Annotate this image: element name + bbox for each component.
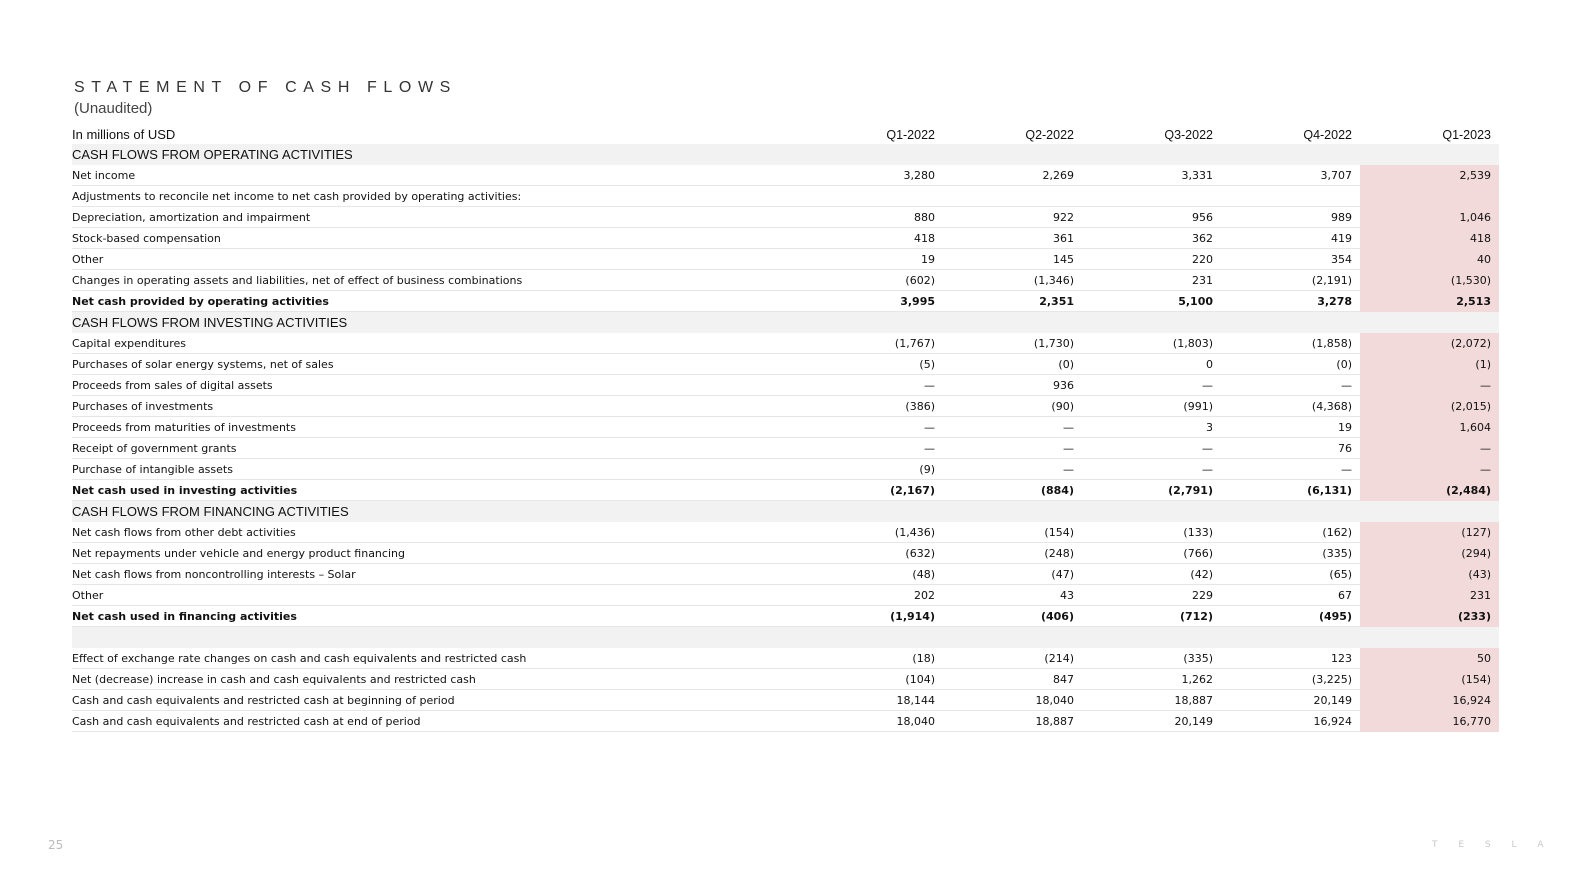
row-label: Capital expenditures [72,336,186,350]
table-row [72,354,1499,375]
table-cell: 847 [1053,672,1074,686]
row-label: Adjustments to reconcile net income to net cash provided by operating activities: [72,189,522,203]
table-row [72,207,1499,228]
row-label: Purchases of investments [72,399,214,413]
table-cell: 1,046 [1360,207,1499,228]
column-header-q4-2022: Q4-2022 [1303,127,1352,142]
table-cell: — [1202,378,1213,392]
table-row [72,480,1499,501]
table-cell: (1) [1360,354,1499,375]
row-label: Effect of exchange rate changes on cash and cash equivalents and restricted cash [72,651,527,665]
table-row [72,417,1499,438]
table-cell: 418 [1360,228,1499,249]
row-label: Depreciation, amortization and impairment [72,210,311,224]
tesla-logo: T E S L A [1432,840,1553,850]
page-title: STATEMENT OF CASH FLOWS [74,79,457,96]
table-row [72,606,1499,627]
table-cell: 2,351 [1039,294,1074,308]
table-cell: (2,484) [1360,480,1499,501]
table-cell: (1,803) [1172,336,1213,350]
table-cell: 3,331 [1181,168,1213,182]
section-heading-label: CASH FLOWS FROM FINANCING ACTIVITIES [72,504,349,519]
table-cell: 16,770 [1360,711,1499,732]
table-cell: (6,131) [1307,483,1352,497]
table-cell: 67 [1338,588,1352,602]
table-cell: 18,144 [896,693,935,707]
column-header-q2-2022: Q2-2022 [1025,127,1074,142]
table-cell: (991) [1183,399,1213,413]
table-cell: (2,072) [1360,333,1499,354]
table-cell: 418 [914,231,935,245]
table-cell: (386) [905,399,935,413]
table-cell: 16,924 [1360,690,1499,711]
table-row [72,228,1499,249]
table-row [72,291,1499,312]
table-cell: (9) [919,462,935,476]
table-cell: 18,887 [1174,693,1213,707]
row-label: Net cash used in investing activities [72,483,298,497]
table-header [72,125,1499,144]
table-cell: (294) [1360,543,1499,564]
table-cell: (65) [1329,567,1352,581]
table-row [72,375,1499,396]
table-row [72,690,1499,711]
row-label: Net cash flows from other debt activities [72,525,296,539]
row-label: Net cash flows from noncontrolling interests – Solar [72,567,356,581]
row-label: Other [72,252,104,266]
table-cell: — [1202,462,1213,476]
table-cell: 2,539 [1360,165,1499,186]
table-row [72,648,1499,669]
table-cell: 40 [1360,249,1499,270]
row-label: Changes in operating assets and liabilities, net of effect of business combinations [72,273,523,287]
table-cell: 202 [914,588,935,602]
table-row [72,459,1499,480]
table-cell: 936 [1053,378,1074,392]
table-cell: 18,040 [896,714,935,728]
table-cell: 5,100 [1178,294,1213,308]
table-cell: (154) [1360,669,1499,690]
table-cell: (1,914) [890,609,935,623]
table-cell: 229 [1192,588,1213,602]
table-cell: (1,858) [1311,336,1352,350]
table-cell: 361 [1053,231,1074,245]
section-heading-label: CASH FLOWS FROM OPERATING ACTIVITIES [72,147,353,162]
table-cell: (2,791) [1168,483,1213,497]
table-cell: 3,278 [1317,294,1352,308]
section-heading-cell [1360,144,1499,165]
table-cell: (233) [1360,606,1499,627]
table-cell: (1,767) [894,336,935,350]
table-cell: 3,707 [1320,168,1352,182]
table-cell: — [1063,420,1074,434]
table-cell: (1,436) [894,525,935,539]
table-cell: (43) [1360,564,1499,585]
table-cell: (42) [1190,567,1213,581]
table-cell: (2,015) [1360,396,1499,417]
column-header-q3-2022: Q3-2022 [1164,127,1213,142]
table-row [72,186,1499,207]
table-cell: (632) [905,546,935,560]
table-cell: 362 [1192,231,1213,245]
table-cell: (0) [1336,357,1352,371]
table-cell: (5) [919,357,935,371]
table-cell: 3 [1206,420,1213,434]
table-cell: 956 [1192,210,1213,224]
section-heading-cell [1360,627,1499,648]
table-cell: 354 [1331,252,1352,266]
column-header-q1-2023: Q1-2023 [1442,127,1491,142]
table-cell: (133) [1183,525,1213,539]
unit-label: In millions of USD [72,127,176,142]
table-cell: (335) [1322,546,1352,560]
table-cell: — [924,420,935,434]
table-cell: (766) [1183,546,1213,560]
section-heading-cell [1360,501,1499,522]
row-label: Stock-based compensation [72,231,221,245]
row-label: Net income [72,168,136,182]
table-cell: (90) [1051,399,1074,413]
section-heading [72,312,1499,333]
table-cell: (335) [1183,651,1213,665]
section-heading-label: CASH FLOWS FROM INVESTING ACTIVITIES [72,315,348,330]
table-cell: (495) [1318,609,1352,623]
table-cell: 231 [1360,585,1499,606]
row-label: Cash and cash equivalents and restricted cash at end of period [72,714,421,728]
table-cell: — [1360,438,1499,459]
table-cell: 19 [921,252,935,266]
table-cell: (712) [1179,609,1213,623]
table-cell: (602) [905,273,935,287]
table-cell: 880 [914,210,935,224]
table-cell: 0 [1206,357,1213,371]
table-cell: (48) [912,567,935,581]
table-row [72,396,1499,417]
table-cell: (214) [1044,651,1074,665]
table-cell: (127) [1360,522,1499,543]
section-heading-cell [1360,312,1499,333]
table-cell: — [1063,441,1074,455]
table-cell: (162) [1322,525,1352,539]
row-label: Cash and cash equivalents and restricted cash at beginning of period [72,693,455,707]
row-label: Receipt of government grants [72,441,237,455]
table-cell: 43 [1060,588,1074,602]
table-row [72,249,1499,270]
table-cell: — [1202,441,1213,455]
table-cell: 20,149 [1313,693,1352,707]
table-cell: 76 [1338,441,1352,455]
table-row [72,270,1499,291]
table-cell: (2,191) [1311,273,1352,287]
table-cell: 1,604 [1360,417,1499,438]
table-cell: — [1341,378,1352,392]
row-label: Other [72,588,104,602]
table-cell: 18,040 [1035,693,1074,707]
table-cell: 2,513 [1360,291,1499,312]
table-row [72,711,1499,732]
row-label: Purchase of intangible assets [72,462,233,476]
table-cell: (4,368) [1311,399,1352,413]
table-cell: 989 [1331,210,1352,224]
table-cell: — [924,378,935,392]
column-header-q1-2022: Q1-2022 [886,127,935,142]
table-row [72,543,1499,564]
page-number: 25 [48,838,64,852]
table-row [72,165,1499,186]
row-label: Net (decrease) increase in cash and cash equivalents and restricted cash [72,672,476,686]
cash-flow-table [72,125,1499,732]
section-heading [72,144,1499,165]
table-cell: 231 [1192,273,1213,287]
table-cell [1360,186,1499,207]
table-row [72,438,1499,459]
table-cell: (884) [1040,483,1074,497]
row-label: Proceeds from maturities of investments [72,420,296,434]
table-cell: 1,262 [1181,672,1213,686]
section-heading [72,501,1499,522]
table-cell: (1,530) [1360,270,1499,291]
table-cell: 50 [1360,648,1499,669]
table-cell: 20,149 [1174,714,1213,728]
row-label: Net cash used in financing activities [72,609,297,623]
table-row [72,333,1499,354]
table-cell: 922 [1053,210,1074,224]
table-cell: — [924,441,935,455]
table-cell: 3,280 [903,168,935,182]
table-cell: 123 [1331,651,1352,665]
row-label: Proceeds from sales of digital assets [72,378,273,392]
table-cell: 18,887 [1035,714,1074,728]
table-body [72,144,1499,732]
table-cell: (406) [1040,609,1074,623]
table-cell: (3,225) [1311,672,1352,686]
table-row [72,564,1499,585]
table-cell: 220 [1192,252,1213,266]
table-cell: — [1341,462,1352,476]
table-cell: (104) [905,672,935,686]
table-cell: 3,995 [900,294,935,308]
table-cell: (18) [912,651,935,665]
table-cell: (47) [1051,567,1074,581]
table-row [72,522,1499,543]
table-cell: (154) [1044,525,1074,539]
table-cell: (1,346) [1033,273,1074,287]
table-cell: (248) [1044,546,1074,560]
table-row [72,585,1499,606]
table-cell: — [1360,375,1499,396]
table-cell: (1,730) [1033,336,1074,350]
table-cell: 19 [1338,420,1352,434]
row-label: Net cash provided by operating activities [72,294,329,308]
table-cell: 145 [1053,252,1074,266]
table-cell: 16,924 [1313,714,1352,728]
table-cell: (2,167) [890,483,935,497]
row-label: Purchases of solar energy systems, net of sales [72,357,334,371]
table-cell: 419 [1331,231,1352,245]
page-subtitle: (Unaudited) [74,100,153,117]
table-row [72,669,1499,690]
row-label: Net repayments under vehicle and energy product financing [72,546,405,560]
table-cell: — [1360,459,1499,480]
table-cell: (0) [1058,357,1074,371]
table-cell: 2,269 [1042,168,1074,182]
table-cell: — [1063,462,1074,476]
section-spacer [72,627,1499,648]
